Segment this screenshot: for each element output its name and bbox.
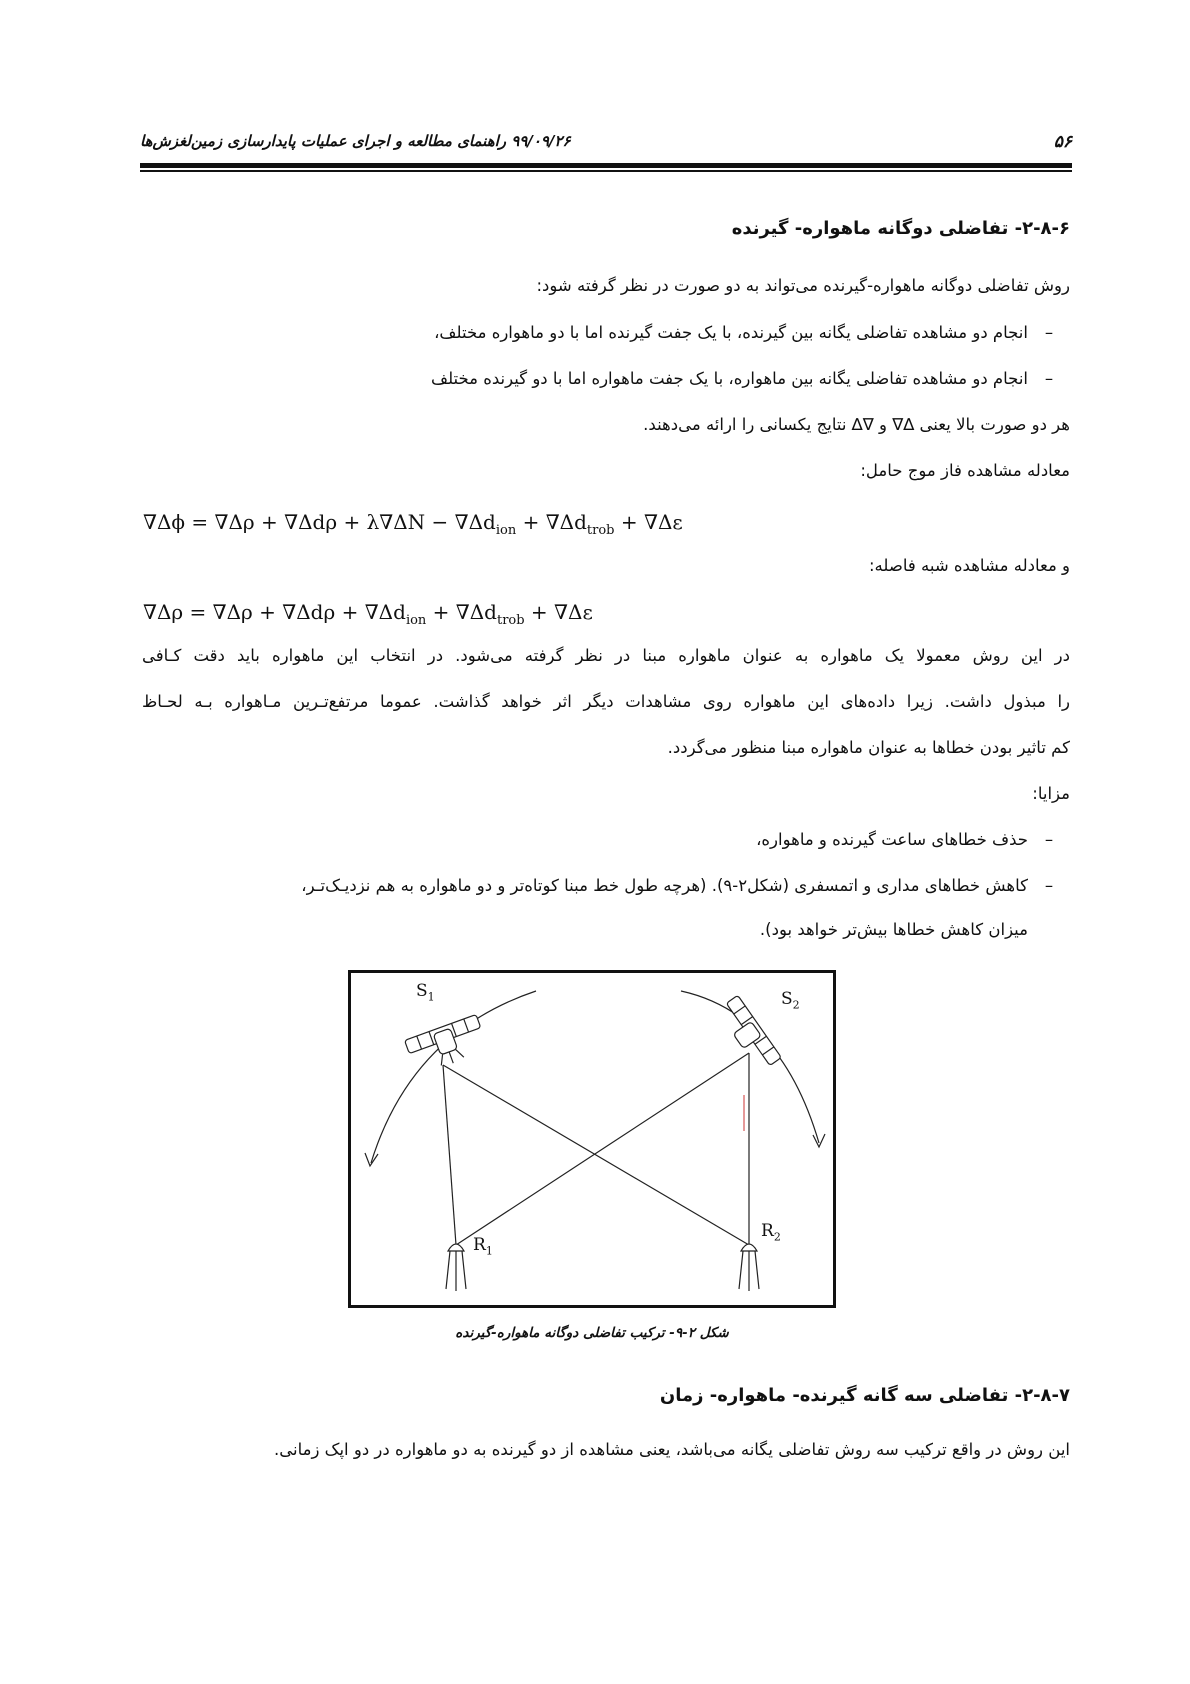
bullet-text: انجام دو مشاهده تفاضلی یگانه بین ماهواره، با یک جفت ماهواره اما با دو گیرنده مختلف xyxy=(430,369,1028,388)
label-r1: $R_1$ xyxy=(473,1235,493,1258)
bullet-text: انجام دو مشاهده تفاضلی یگانه بین گیرنده، با یک جفت گیرنده اما با دو ماهواره مختلف، xyxy=(434,323,1028,342)
both-forms-text: هر دو صورت بالا یعنی ∆∇ و ∇∆ نتایج یکسانی را ارائه می‌دهند. xyxy=(643,415,1070,434)
dash-bullet-icon: – xyxy=(1044,369,1054,388)
arrowhead-icon xyxy=(813,1134,825,1147)
orbit-arc-left xyxy=(371,991,536,1163)
advantage-item xyxy=(756,830,1070,849)
section-heading-2-8-6: ۲-۸-۶- تفاضلی دوگانه ماهواره- گیرنده xyxy=(731,218,1070,239)
phase-equation: $\nabla\Delta\phi = \nabla\Delta\rho + \nabla\Delta d\rho + \lambda\nabla\Delta N - \nabla\Delta d_{ion} + \nabla\Delta d_{trob} + \nabla\Delta\varepsilon$ xyxy=(143,510,683,538)
paragraph-line: را مبذول داشت. زیرا داده‌های این ماهواره روی مشاهدات دیگر اثر خواهد گذاشت. عموما مرتفع‌تـرین مـاهواره بـه لحـاظ xyxy=(142,692,1070,711)
label-r2: $R_2$ xyxy=(761,1221,781,1244)
advantage-item xyxy=(301,876,1070,895)
label-s1: $S_1$ xyxy=(416,981,435,1004)
section-heading-2-8-7: ۲-۸-۷- تفاضلی سه گانه گیرنده- ماهواره- زمان xyxy=(659,1385,1070,1406)
label-s2: $S_2$ xyxy=(781,989,800,1012)
page-header xyxy=(140,128,1072,164)
dash-bullet-icon: – xyxy=(1044,876,1054,895)
phase-equation-intro: معادله مشاهده فاز موج حامل: xyxy=(860,461,1070,480)
signal-line-s1-r1 xyxy=(443,1065,456,1245)
figure-caption: شکل ۲-۹- ترکیب تفاضلی دوگانه ماهواره-گیرنده xyxy=(455,1325,729,1341)
paragraph-line: در این روش معمولا یک ماهواره به عنوان ماهواره مبنا در نظر گرفته می‌شود. در انتخاب این ماهواره باید دقت کـافی xyxy=(142,646,1070,665)
advantage-text: کاهش خطاهای مداری و اتمسفری (شکل۲-۹). (هرچه طول خط مبنا کوتاه‌تر و دو ماهواره به هم نزدیـک‌تـر، xyxy=(301,876,1028,895)
pseudorange-equation-intro: و معادله مشاهده شبه فاصله: xyxy=(868,556,1070,575)
dash-bullet-icon: – xyxy=(1044,830,1054,849)
receiver-antenna-icon xyxy=(446,1244,466,1291)
advantage-text: حذف خطاهای ساعت گیرنده و ماهواره، xyxy=(756,830,1028,849)
signal-line-s2-r1 xyxy=(456,1053,749,1245)
dash-bullet-icon: – xyxy=(1044,323,1054,342)
running-title: ۹۹/۰۹/۲۶ راهنمای مطالعه و اجرای عملیات پایدارسازی زمین‌لغزش‌ها xyxy=(140,132,571,150)
section-text: این روش در واقع ترکیب سه روش تفاضلی یگانه می‌باشد، یعنی مشاهده از دو گیرنده به دو ماهواره در دو اپک زمانی. xyxy=(274,1440,1070,1459)
bullet-item xyxy=(431,369,1070,388)
header-rule-thin xyxy=(140,170,1072,172)
pseudorange-equation: $\nabla\Delta\rho = \nabla\Delta\rho + \nabla\Delta d\rho + \nabla\Delta d_{ion} + \nabla\Delta d_{trob} + \nabla\Delta\varepsilon$ xyxy=(143,600,593,628)
signal-line-s1-r2 xyxy=(443,1065,749,1245)
figure-drawing xyxy=(351,973,833,1305)
section-intro: روش تفاضلی دوگانه ماهواره-گیرنده می‌تواند به دو صورت در نظر گرفته شود: xyxy=(536,276,1070,295)
receiver-antenna-icon xyxy=(739,1244,759,1291)
bullet-item xyxy=(434,323,1070,342)
advantages-label: مزایا: xyxy=(1032,784,1070,803)
page-number: ۵۶ xyxy=(1053,132,1072,152)
figure-double-difference xyxy=(348,970,836,1308)
header-rule-thick xyxy=(140,163,1072,168)
advantage-continuation: میزان کاهش خطاها بیش‌تر خواهد بود). xyxy=(759,920,1028,939)
paragraph-line: کم تاثیر بودن خطاها به عنوان ماهواره مبنا منظور می‌گردد. xyxy=(667,738,1070,757)
